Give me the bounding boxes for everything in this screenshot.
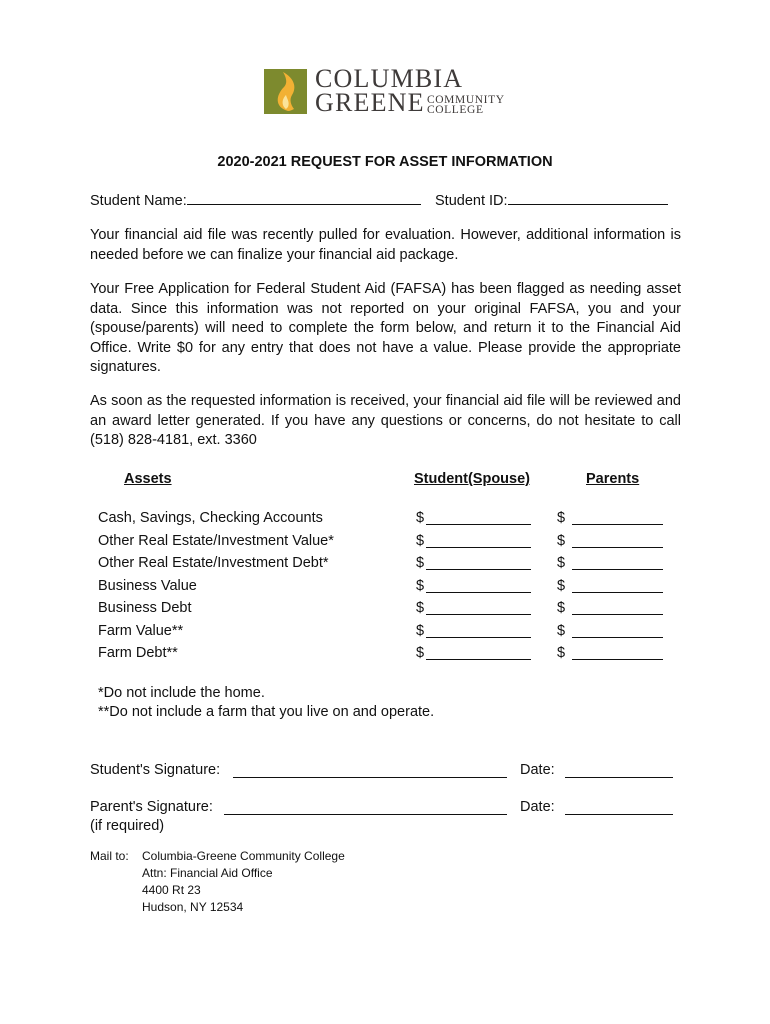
- currency-symbol: $: [416, 532, 425, 549]
- student-amount-field[interactable]: [426, 659, 531, 660]
- student-id-field[interactable]: [508, 190, 668, 205]
- mail-address: [142, 848, 345, 916]
- parent-amount-field[interactable]: [572, 592, 663, 593]
- parent-date-label: Date:: [520, 799, 555, 815]
- table-row: [98, 623, 698, 646]
- currency-symbol: $: [416, 622, 425, 639]
- student-amount-field[interactable]: [426, 592, 531, 593]
- table-row: [98, 510, 698, 533]
- parents-header: Parents: [586, 471, 640, 487]
- logo-word-greene: GREENE: [315, 88, 425, 117]
- currency-symbol: $: [557, 532, 566, 549]
- parent-amount-field[interactable]: [572, 637, 663, 638]
- asset-label: Other Real Estate/Investment Value*: [98, 532, 334, 549]
- form-title: 2020-2021 REQUEST FOR ASSET INFORMATION: [217, 154, 553, 170]
- parent-signature-label: Parent's Signature:: [90, 799, 213, 815]
- student-signature-field[interactable]: [233, 776, 507, 778]
- student-signature-label: Student's Signature:: [90, 762, 221, 778]
- logo-word-community: COMMUNITY: [427, 94, 505, 106]
- currency-symbol: $: [416, 645, 425, 661]
- table-row: [98, 578, 698, 601]
- table-row: [98, 555, 698, 578]
- mail-to-label: Mail to:: [90, 849, 129, 863]
- currency-symbol: $: [416, 577, 425, 594]
- address-line: Attn: Financial Aid Office: [142, 866, 273, 880]
- asset-label: Other Real Estate/Investment Debt*: [98, 555, 329, 571]
- address-line: Hudson, NY 12534: [142, 900, 244, 914]
- student-name-field[interactable]: [187, 190, 421, 205]
- asset-label: Business Value: [98, 577, 197, 594]
- currency-symbol: $: [557, 577, 566, 594]
- student-id-label: Student ID:: [435, 193, 508, 209]
- fafsa-paragraph: Your Free Application for Federal Student Aid (FAFSA) has been flagged as needing asset data. Since this information was not reported on your original FAFSA, you and your (spouse/parents) will need to complete the form below, and return it to the Financial Aid Office. Write $0 for any entry that does not have a value. Please provide the appropriate signatures.: [90, 281, 681, 375]
- currency-symbol: $: [557, 555, 566, 571]
- student-amount-field[interactable]: [426, 614, 531, 615]
- currency-symbol: $: [557, 510, 566, 526]
- asset-label: Cash, Savings, Checking Accounts: [98, 510, 323, 526]
- intro-paragraph: Your financial aid file was recently pulled for evaluation. However, additional information is needed before we can finalize your financial aid package.: [90, 227, 681, 263]
- student-spouse-header: Student(Spouse): [414, 471, 530, 487]
- home-exclusion-note: *Do not include the home.: [98, 685, 265, 701]
- parent-amount-field[interactable]: [572, 659, 663, 660]
- farm-exclusion-note: **Do not include a farm that you live on and operate.: [98, 704, 435, 720]
- parent-amount-field[interactable]: [572, 524, 663, 525]
- logo-word-columbia: COLUMBIA: [315, 64, 464, 93]
- student-date-field[interactable]: [565, 776, 673, 778]
- parent-amount-field[interactable]: [572, 569, 663, 570]
- parent-amount-field[interactable]: [572, 614, 663, 615]
- asset-label: Farm Debt**: [98, 645, 178, 661]
- table-row: [98, 645, 698, 668]
- student-id-row: [435, 190, 668, 209]
- student-amount-field[interactable]: [426, 569, 531, 570]
- assets-header: Assets: [124, 471, 172, 487]
- college-logo: [264, 64, 514, 117]
- currency-symbol: $: [557, 600, 566, 616]
- asset-label: Farm Value**: [98, 622, 184, 639]
- table-row: [98, 600, 698, 623]
- table-row: [98, 533, 698, 556]
- currency-symbol: $: [416, 600, 425, 616]
- asset-label: Business Debt: [98, 600, 192, 616]
- address-line: 4400 Rt 23: [142, 883, 201, 897]
- student-amount-field[interactable]: [426, 637, 531, 638]
- student-amount-field[interactable]: [426, 547, 531, 548]
- contact-paragraph: As soon as the requested information is received, your financial aid file will be reviewed and an award letter generated. If you have any questions or concerns, do not hesitate to call (518) 828-4181, ext. 3360: [90, 393, 681, 448]
- student-date-label: Date:: [520, 762, 555, 778]
- parent-date-field[interactable]: [565, 813, 673, 815]
- currency-symbol: $: [416, 510, 425, 526]
- parent-signature-note: (if required): [90, 818, 165, 834]
- student-amount-field[interactable]: [426, 524, 531, 525]
- student-name-row: [90, 190, 421, 209]
- currency-symbol: $: [416, 555, 425, 571]
- parent-amount-field[interactable]: [572, 547, 663, 548]
- asset-table: [98, 510, 698, 668]
- parent-signature-field[interactable]: [224, 813, 507, 815]
- logo-word-college: COLLEGE: [427, 104, 484, 116]
- currency-symbol: $: [557, 622, 566, 639]
- flame-logo-icon: [264, 69, 307, 114]
- address-line: Columbia-Greene Community College: [142, 849, 345, 863]
- currency-symbol: $: [557, 645, 566, 661]
- student-name-label: Student Name:: [90, 193, 187, 209]
